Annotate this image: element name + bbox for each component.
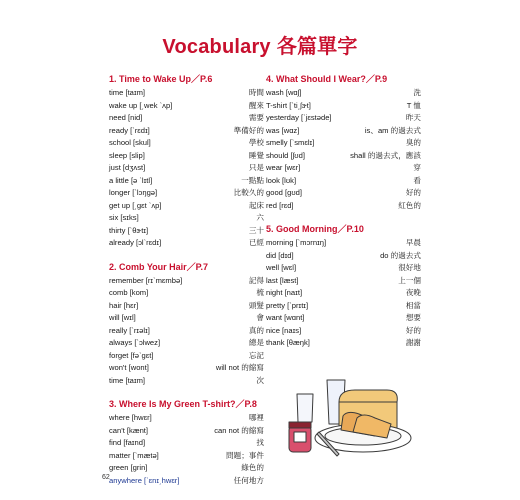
word: want [wɑnt] [266, 313, 305, 322]
translation: 忘記 [248, 350, 264, 360]
translation: 醒來 [248, 100, 264, 110]
word: always [ˋɔlwez] [109, 338, 161, 347]
vocab-row [109, 337, 264, 350]
translation: 想要 [405, 313, 421, 322]
translation: 早晨 [405, 238, 421, 247]
translation: 三十 [248, 225, 264, 235]
vocab-row [266, 237, 421, 250]
vocab-row [109, 212, 264, 225]
page-number: 62 [102, 474, 110, 481]
translation: 真的 [248, 325, 264, 335]
milk-glass-icon [297, 394, 313, 422]
vocab-row [109, 187, 264, 200]
translation: 昨天 [405, 113, 421, 122]
vocab-row [266, 262, 421, 275]
word: wear [wɛr] [266, 163, 301, 172]
vocab-row [266, 325, 421, 338]
translation: 已經 [248, 238, 264, 247]
word: was [wɑz] [266, 125, 300, 135]
vocab-row [109, 325, 264, 338]
page-title [0, 30, 520, 59]
vocab-section-5 [266, 222, 421, 350]
vocab-row [109, 375, 264, 388]
vocab-section-2 [109, 260, 264, 388]
vocab-row [109, 475, 264, 488]
word: time [taɪm] [109, 88, 146, 97]
vocab-row [109, 162, 264, 175]
breakfast-illustration [283, 372, 413, 462]
page-title-zh: 各篇單字 [276, 36, 358, 58]
word: where [hwɛr] [109, 413, 152, 422]
translation: shall 的過去式，應該 [350, 150, 421, 160]
vocab-section-4 [266, 72, 421, 212]
word: time [taɪm] [109, 375, 146, 385]
vocab-section-1 [109, 72, 264, 250]
translation: 相當 [405, 300, 421, 310]
word: last [læst] [266, 275, 299, 285]
vocab-row [109, 87, 264, 100]
vocab-row [266, 287, 421, 300]
vocab-row [266, 87, 421, 100]
word: smelly [ˋsmɛlɪ] [266, 138, 315, 147]
word: did [dɪd] [266, 250, 294, 260]
vocab-row [109, 437, 264, 450]
word: good [gʊd] [266, 188, 302, 197]
translation: 任何地方 [233, 475, 264, 485]
vocab-row [109, 137, 264, 150]
word: get up [͵gɛt ˋʌp] [109, 200, 162, 210]
translation: 穿 [413, 163, 421, 172]
section-heading: 5. Good Morning／P.10 [266, 224, 364, 234]
word: really [ˋrɪəlɪ] [109, 325, 150, 335]
vocab-row [109, 112, 264, 125]
translation: T 恤 [406, 100, 421, 110]
word: won't [wont] [109, 363, 149, 372]
vocab-row [109, 362, 264, 375]
word: six [sɪks] [109, 213, 139, 222]
translation: 一點點 [241, 175, 264, 185]
section-heading: 3. Where Is My Green T-shirt?／P.8 [109, 399, 257, 409]
translation: is、am 的過去式 [364, 125, 421, 135]
word: morning [ˋmɔrnɪŋ] [266, 238, 327, 247]
translation: 找 [256, 438, 264, 447]
vocab-row [266, 200, 421, 213]
word: already [ɔlˋrɛdɪ] [109, 238, 162, 247]
translation: 次 [256, 375, 264, 385]
word: hair [hɛr] [109, 300, 139, 310]
vocab-row [266, 187, 421, 200]
vocab-row [266, 162, 421, 175]
translation: 問題；事件 [226, 450, 264, 460]
translation: 很好地 [398, 263, 421, 272]
vocab-row [266, 175, 421, 188]
translation: 看 [413, 175, 421, 185]
translation: 頭髮 [248, 300, 264, 310]
vocab-row [109, 312, 264, 325]
vocab-row [109, 300, 264, 313]
word: anywhere [ˋɛnɪ͵hwɛr] [109, 475, 180, 485]
vocab-row [109, 412, 264, 425]
vocab-row [109, 150, 264, 163]
vocab-row [266, 275, 421, 288]
vocab-row [109, 462, 264, 475]
section-heading: 2. Comb Your Hair／P.7 [109, 261, 209, 272]
translation: 學校 [248, 138, 264, 147]
translation: 六 [256, 213, 264, 222]
word: green [grin] [109, 463, 148, 472]
translation: 會 [256, 313, 264, 322]
translation: 記得 [248, 275, 264, 285]
section-heading: 4. What Should I Wear?／P.9 [266, 74, 388, 84]
word: well [wɛl] [266, 263, 297, 272]
word: wash [wɑʃ] [266, 88, 302, 97]
vocab-row [109, 450, 264, 463]
vocab-row [266, 125, 421, 138]
vocab-row [109, 225, 264, 238]
translation: will not 的縮寫 [215, 363, 264, 372]
word: thank [θæŋk] [266, 338, 310, 347]
translation: 睡覺 [248, 150, 264, 160]
word: red [rɛd] [266, 200, 294, 210]
vocab-row [109, 100, 264, 113]
translation: 需要 [248, 113, 264, 122]
translation: 梳 [256, 288, 264, 297]
word: yesterday [ˋjɛstəde] [266, 113, 332, 122]
word: sleep [slip] [109, 150, 145, 160]
word: comb [kom] [109, 288, 149, 297]
vocab-row [266, 100, 421, 113]
vocab-row [266, 312, 421, 325]
page-title-en: Vocabulary [162, 36, 271, 58]
vocab-row [109, 287, 264, 300]
translation: 總是 [248, 338, 264, 347]
translation: 謝謝 [405, 338, 421, 347]
translation: 好的 [405, 325, 421, 335]
left-column [109, 72, 264, 497]
word: night [naɪt] [266, 288, 303, 297]
word: just [dʒʌst] [109, 163, 146, 172]
word: will [wɪl] [109, 313, 136, 322]
right-column [266, 72, 421, 360]
translation: do 的過去式 [380, 250, 421, 260]
word: thirty [ˋθɝtɪ] [109, 225, 149, 235]
word: a little [ə ˋlɪtl] [109, 175, 153, 185]
word: matter [ˋmætə] [109, 450, 159, 460]
translation: 洗 [413, 88, 421, 97]
word: longer [ˋlɔŋgə] [109, 188, 158, 197]
word: nice [naɪs] [266, 325, 302, 335]
vocab-row [109, 425, 264, 438]
vocab-row [266, 150, 421, 163]
translation: 紅色的 [398, 200, 421, 210]
word: remember [rɪˋmɛmbə] [109, 275, 183, 285]
translation: 哪裡 [248, 413, 264, 422]
word: school [skul] [109, 138, 151, 147]
word: forget [fəˋgɛt] [109, 350, 154, 360]
translation: 只是 [248, 163, 264, 172]
translation: can not 的縮寫 [214, 425, 264, 435]
translation: 時間 [248, 88, 264, 97]
vocab-section-3 [109, 397, 264, 487]
translation: 準備好的 [233, 125, 264, 135]
translation: 起床 [248, 200, 264, 210]
word: need [nid] [109, 113, 143, 122]
vocab-row [109, 350, 264, 363]
translation: 好的 [405, 188, 421, 197]
translation: 夜晚 [405, 288, 421, 297]
vocab-row [266, 250, 421, 263]
translation: 臭的 [405, 138, 421, 147]
vocab-row [266, 337, 421, 350]
section-heading: 1. Time to Wake Up／P.6 [109, 74, 213, 84]
word: look [lʊk] [266, 175, 297, 185]
vocab-row [109, 125, 264, 138]
translation: 比較久的 [233, 188, 264, 197]
translation: 綠色的 [241, 463, 264, 472]
vocab-row [109, 200, 264, 213]
word: wake up [͵wek ˋʌp] [109, 100, 173, 110]
word: can't [kænt] [109, 425, 149, 435]
word: ready [ˋrɛdɪ] [109, 125, 150, 135]
vocab-row [109, 175, 264, 188]
translation: 上一個 [398, 275, 421, 285]
vocab-row [266, 137, 421, 150]
word: pretty [ˋprɪtɪ] [266, 300, 309, 310]
vocab-row [109, 275, 264, 288]
word: should [ʃʊd] [266, 150, 305, 160]
word: find [faɪnd] [109, 438, 146, 447]
word: T-shirt [ˋti͵ʃɝt] [266, 100, 311, 110]
vocab-row [266, 300, 421, 313]
vocab-row [266, 112, 421, 125]
vocab-row [109, 237, 264, 250]
